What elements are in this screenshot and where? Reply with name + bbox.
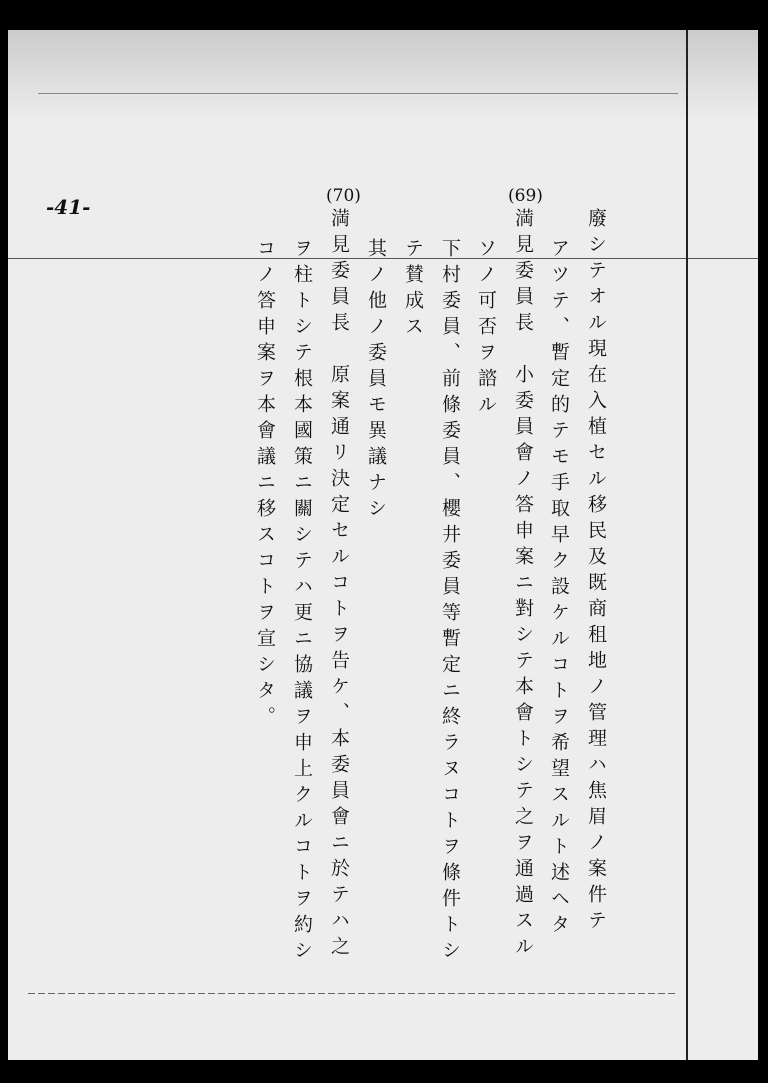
top-rule [38, 93, 678, 94]
text-line: テ賛成ス [402, 238, 424, 342]
text-line: ソノ可否ヲ諮ル [475, 238, 497, 420]
text-line: 満見委員長 原案通リ決定セルコトヲ告ケ、本委員會ニ於テハ之 [328, 208, 350, 962]
section-number-69: (69) [508, 186, 543, 206]
text-line: コノ答申案ヲ本會議ニ移スコトヲ宣シタ。 [254, 238, 276, 732]
text-line: ヲ柱トシテ根本國策ニ關シテハ更ニ協議ヲ申上クルコトヲ約シ [291, 238, 313, 966]
document-page [8, 30, 758, 1060]
text-line: 満見委員長 小委員會ノ答申案ニ對シテ本會トシテ之ヲ通過スル [512, 208, 534, 962]
text-line: 下村委員、前條委員、櫻井委員等暫定ニ終ラヌコトヲ條件トシ [439, 238, 461, 966]
bottom-rule [28, 993, 678, 994]
margin-rule [686, 30, 688, 1060]
text-line: 廢シテオル現在入植セル移民及既商租地ノ管理ハ焦眉ノ案件テ [585, 208, 607, 936]
paper-stain [8, 30, 758, 120]
text-line: アツテ、暫定的テモ手取早ク設ケルコトヲ希望スルト述ヘタ [548, 238, 570, 940]
section-number-70: (70) [326, 186, 361, 206]
text-line: 其ノ他ノ委員モ異議ナシ [365, 238, 387, 524]
page-number: -41- [46, 195, 91, 219]
